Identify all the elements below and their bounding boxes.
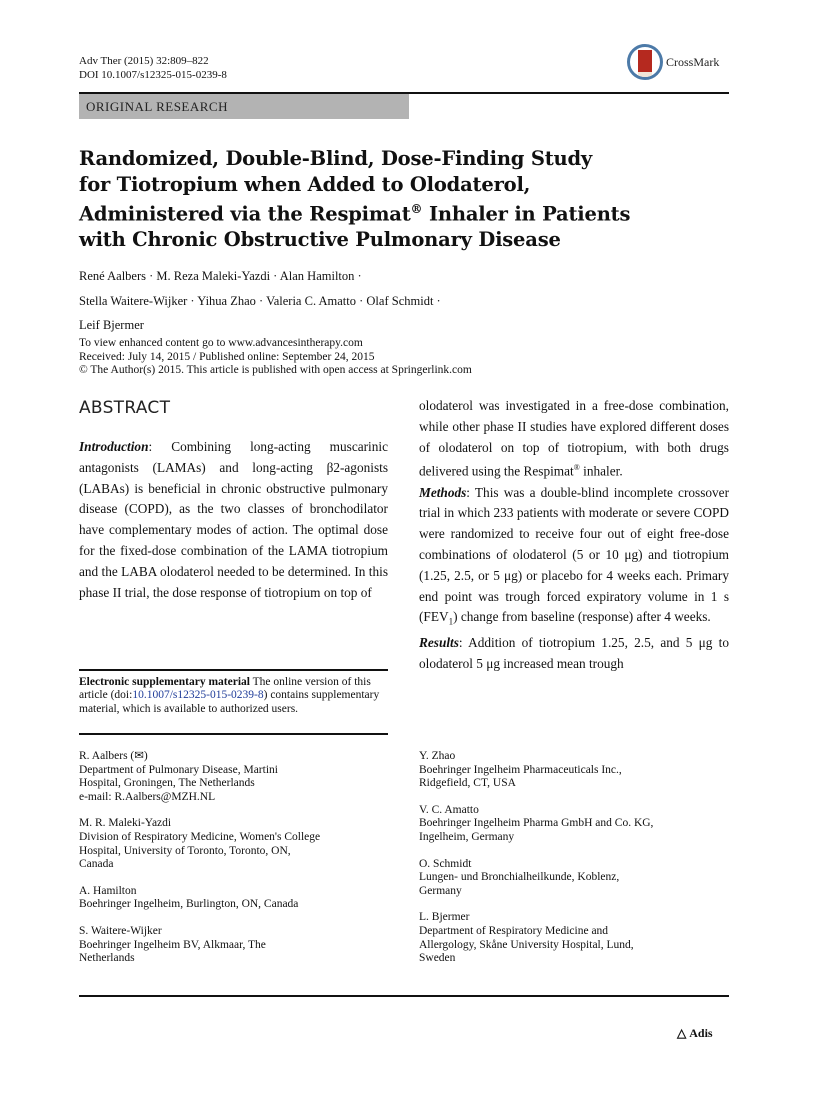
title-line: Randomized, Double-Blind, Dose-Finding Study bbox=[79, 147, 593, 170]
affiliation: L. Bjermer Department of Respiratory Medicine and Allergology, Skåne University Hospital, Lund, Sweden bbox=[419, 911, 634, 965]
author-line: René Aalbers · M. Reza Maleki-Yazdi · Alan Hamilton · bbox=[79, 269, 362, 283]
methods-label: Methods bbox=[419, 484, 467, 500]
title-line: for Tiotropium when Added to Olodaterol, bbox=[79, 172, 531, 196]
results-paragraph: Results: Addition of tiotropium 1.25, 2.5, and 5 μg to olodaterol 5 μg increased mean trough bbox=[419, 634, 729, 671]
methods-paragraph: Methods: This was a double-blind incomplete crossover trial in which 233 patients with moderate or severe COPD were randomized to receive four out of eight free-dose combinations of olodaterol (5 or 10 μg) and tiotropium (1.25, 2.5, or 5 μg) or placebo for 4 weeks each. Primary end point was trough forced expiratory volume in 1 s $(FEV_1)$ change from baseline (response) after 4 weeks. bbox=[419, 484, 729, 628]
affiliation: V. C. Amatto Boehringer Ingelheim Pharma GmbH and Co. KG, Ingelheim, Germany bbox=[419, 803, 654, 843]
email-link[interactable]: e-mail: R.Aalbers@MZH.NL bbox=[79, 790, 216, 803]
affiliation: O. Schmidt Lungen- und Bronchialheilkunde, Koblenz, Germany bbox=[419, 857, 620, 897]
publisher-name: Adis bbox=[689, 1026, 713, 1040]
supplementary-label: Electronic supplementary material bbox=[79, 676, 250, 688]
publisher-logo bbox=[677, 1026, 713, 1041]
crossmark-label: CrossMark bbox=[666, 54, 720, 69]
author-line: Stella Waitere-Wijker · Yihua Zhao · Valeria C. Amatto · Olaf Schmidt · bbox=[79, 293, 441, 308]
introduction-continued: olodaterol was investigated in a free-dose combination, while other phase II studies have explored different doses of olodaterol on top of tiotropium, with both drugs delivered using the Respimat® inhaler. bbox=[419, 398, 729, 479]
introduction-label: Introduction bbox=[79, 439, 149, 454]
journal-citation: Adv Ther (2015) 32:809–822 bbox=[79, 55, 209, 67]
enhanced-content-link[interactable]: To view enhanced content go to www.advancesintherapy.com bbox=[79, 337, 363, 349]
affiliations-left bbox=[79, 750, 399, 979]
article-doi: DOI 10.1007/s12325-015-0239-8 bbox=[79, 68, 227, 81]
title-line: Administered via the Respimat® Inhaler in Patients bbox=[79, 202, 631, 226]
copyright: © The Author(s) 2015. This article is published with open access at Springerlink.com bbox=[79, 364, 472, 377]
crossmark-icon bbox=[627, 44, 663, 80]
affiliations-right bbox=[419, 750, 739, 979]
article-title bbox=[79, 146, 719, 253]
affiliation: M. R. Maleki-Yazdi Division of Respiratory Medicine, Women's College Hospital, University of Toronto, Toronto, ON, Canada bbox=[79, 817, 321, 871]
affiliation: R. Aalbers (✉) Department of Pulmonary Disease, Martini Hospital, Groningen, The Netherlands e-mail: R.Aalbers@MZH.NL bbox=[79, 750, 399, 804]
introduction-paragraph: Introduction: Combining long-acting muscarinic antagonists (LAMAs) and long-acting β2-agonists (LABAs) is beneficial in chronic obstructive pulmonary disease (COPD), as the two classes of bronchodilator have complementary modes of action. The optimal dose for the fixed-dose combination of the LAMA tiotropium and the LABA olodaterol needed to be determined. In this phase II trial, the dose response of tiotropium on top of bbox=[79, 439, 388, 600]
author-list bbox=[79, 264, 639, 338]
journal-header bbox=[79, 55, 227, 82]
article-meta bbox=[79, 337, 599, 378]
footer-rule bbox=[79, 995, 729, 997]
author-line: Leif Bjermer bbox=[79, 318, 144, 332]
title-line: with Chronic Obstructive Pulmonary Disease bbox=[79, 228, 561, 251]
registered-mark: ® bbox=[410, 202, 423, 216]
section-banner: ORIGINAL RESEARCH bbox=[79, 94, 409, 119]
affiliation: A. Hamilton Boehringer Ingelheim, Burlington, ON, Canada bbox=[79, 884, 299, 911]
supplementary-rule-bottom bbox=[79, 733, 388, 735]
crossmark-badge[interactable] bbox=[627, 44, 719, 80]
affiliation: Y. Zhao Boehringer Ingelheim Pharmaceuticals Inc., Ridgefield, CT, USA bbox=[419, 750, 622, 790]
dates: Received: July 14, 2015 / Published online: September 24, 2015 bbox=[79, 350, 375, 363]
abstract-heading: ABSTRACT bbox=[79, 398, 171, 418]
supplementary-note: Electronic supplementary material The online version of this article (doi:10.1007/s12325-015-0239-8) contains supplementary material, which is available to authorized users. bbox=[79, 676, 380, 715]
abstract-column-left bbox=[79, 437, 388, 603]
supplementary-doi-link[interactable]: 10.1007/s12325-015-0239-8 bbox=[132, 689, 264, 702]
supplementary-rule-top bbox=[79, 669, 388, 671]
results-label: Results bbox=[419, 634, 459, 650]
adis-triangle-icon: △ bbox=[677, 1026, 687, 1040]
affiliation: S. Waitere-Wijker Boehringer Ingelheim BV, Alkmaar, The Netherlands bbox=[79, 924, 266, 965]
abstract-column-right bbox=[419, 396, 729, 674]
